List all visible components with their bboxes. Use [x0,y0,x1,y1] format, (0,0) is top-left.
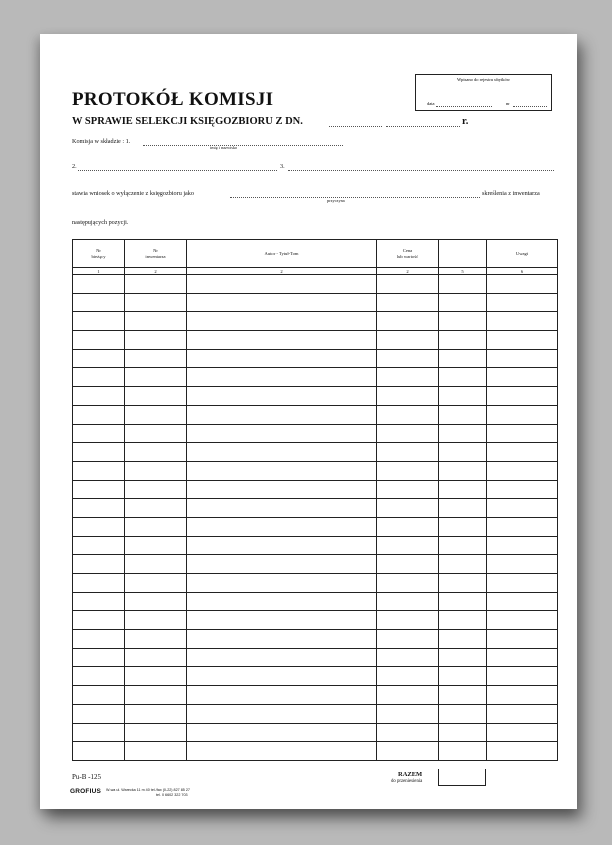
table-cell[interactable] [73,574,125,593]
publisher-phone: tel. 0 6602 322 703 [156,793,188,797]
table-cell[interactable] [73,648,125,667]
table-cell[interactable] [73,275,125,294]
table-cell[interactable] [487,293,558,312]
table-row [73,349,558,368]
table-cell[interactable] [125,499,187,518]
table-cell[interactable] [487,443,558,462]
table-cell[interactable] [439,742,487,761]
table-cell[interactable] [439,443,487,462]
col-number: 1 [73,268,125,275]
table-row [73,293,558,312]
table-row [73,723,558,742]
table-cell[interactable] [377,536,439,555]
table-row [73,704,558,723]
col-number: 2 [187,268,377,275]
publisher-address: W-wa ul. Warecka 11 m 40 tel./fax (0-22) 827 85 27 [106,788,190,792]
table-cell[interactable] [377,704,439,723]
table-row [73,387,558,406]
table-cell[interactable] [377,293,439,312]
register-box-title: Wpisano do rejestru ubytków [456,77,511,82]
table-row [73,461,558,480]
table-cell[interactable] [125,331,187,350]
table-cell[interactable] [187,574,377,593]
table-cell[interactable] [187,499,377,518]
razem-label: RAZEM [398,771,423,778]
table-cell[interactable] [187,275,377,294]
table-cell[interactable] [187,293,377,312]
member-3-field[interactable] [288,170,554,171]
table-cell[interactable] [73,312,125,331]
table-cell[interactable] [125,368,187,387]
table-cell[interactable] [439,704,487,723]
table-cell[interactable] [487,742,558,761]
items-table [72,239,558,761]
table-cell[interactable] [487,480,558,499]
table-cell[interactable] [487,648,558,667]
table-row [73,499,558,518]
table-cell[interactable] [439,293,487,312]
total-field[interactable] [438,769,486,786]
table-cell[interactable] [487,461,558,480]
header-seq-no: Nr bieżący [73,240,125,268]
header-price: Cena lub wartość [377,240,439,268]
table-cell[interactable] [187,555,377,574]
register-date-field[interactable] [436,106,492,107]
table-cell[interactable] [125,443,187,462]
table-cell[interactable] [377,331,439,350]
table-cell[interactable] [187,349,377,368]
table-number-row [73,268,558,275]
table-cell[interactable] [73,480,125,499]
table-cell[interactable] [487,424,558,443]
header-author-title: Autor - Tytuł-Tom [187,240,377,268]
table-cell[interactable] [73,536,125,555]
member-1-field[interactable] [143,145,343,146]
register-box [415,74,552,111]
table-cell[interactable] [439,480,487,499]
table-cell[interactable] [125,536,187,555]
table-cell[interactable] [439,723,487,742]
col-number: 2 [377,268,439,275]
table-cell[interactable] [187,443,377,462]
table-cell[interactable] [377,555,439,574]
table-cell[interactable] [187,536,377,555]
member-2-label: 2. [72,163,77,170]
table-cell[interactable] [125,648,187,667]
table-cell[interactable] [377,630,439,649]
table-cell[interactable] [73,592,125,611]
table-cell[interactable] [439,331,487,350]
table-cell[interactable] [125,480,187,499]
table-cell[interactable] [439,499,487,518]
table-cell[interactable] [187,517,377,536]
header-remarks: Uwagi [487,240,558,268]
table-cell[interactable] [125,312,187,331]
table-cell[interactable] [377,611,439,630]
table-header-row [73,240,558,268]
table-cell[interactable] [73,723,125,742]
table-cell[interactable] [125,686,187,705]
table-row [73,630,558,649]
table-cell[interactable] [439,555,487,574]
form-subtitle: W SPRAWIE SELEKCJI KSIĘGOZBIORU Z DN. [72,116,303,127]
table-cell[interactable] [377,723,439,742]
table-cell[interactable] [125,611,187,630]
table-row [73,405,558,424]
table-cell[interactable] [439,349,487,368]
table-cell[interactable] [439,667,487,686]
table-cell[interactable] [439,574,487,593]
table-cell[interactable] [73,611,125,630]
table-cell[interactable] [439,648,487,667]
form-title: PROTOKÓŁ KOMISJI [72,89,274,110]
table-row [73,480,558,499]
table-cell[interactable] [439,387,487,406]
table-row [73,592,558,611]
table-row [73,368,558,387]
table-cell[interactable] [439,630,487,649]
table-cell[interactable] [187,480,377,499]
table-cell[interactable] [125,405,187,424]
table-cell[interactable] [73,667,125,686]
table-cell[interactable] [73,349,125,368]
header-inventory-no: Nr inwentarza [125,240,187,268]
table-cell[interactable] [187,368,377,387]
table-row [73,331,558,350]
table-cell[interactable] [73,686,125,705]
table-row [73,742,558,761]
table-cell[interactable] [487,517,558,536]
header-blank [439,240,487,268]
table-cell[interactable] [377,517,439,536]
table-cell[interactable] [377,424,439,443]
table-row [73,424,558,443]
table-cell[interactable] [487,275,558,294]
table-cell[interactable] [73,555,125,574]
table-row [73,686,558,705]
table-cell[interactable] [187,686,377,705]
table-cell[interactable] [439,275,487,294]
table-cell[interactable] [73,405,125,424]
register-number-field[interactable] [513,106,547,107]
table-cell[interactable] [377,742,439,761]
table-cell[interactable] [187,312,377,331]
table-cell[interactable] [377,387,439,406]
table-cell[interactable] [377,405,439,424]
table-cell[interactable] [377,667,439,686]
table-cell[interactable] [187,405,377,424]
table-cell[interactable] [439,405,487,424]
table-cell[interactable] [125,723,187,742]
table-cell[interactable] [187,742,377,761]
form-code: Pu-B -125 [72,773,101,781]
table-cell[interactable] [487,499,558,518]
table-cell[interactable] [125,293,187,312]
table-cell[interactable] [377,499,439,518]
table-cell[interactable] [125,461,187,480]
table-cell[interactable] [187,424,377,443]
table-row [73,611,558,630]
table-cell[interactable] [73,387,125,406]
table-cell[interactable] [487,331,558,350]
table-cell[interactable] [187,723,377,742]
register-date-label: data [427,101,435,106]
table-cell[interactable] [125,555,187,574]
table-row [73,536,558,555]
table-cell[interactable] [439,536,487,555]
table-row [73,667,558,686]
publisher-logo: GROFIUS [70,788,102,795]
member-3-label: 3. [280,163,285,170]
table-cell[interactable] [487,686,558,705]
table-cell[interactable] [187,611,377,630]
razem-caption: do przeniesienia [391,779,423,784]
table-row [73,555,558,574]
table-cell[interactable] [125,574,187,593]
date-year-field[interactable] [386,126,460,127]
table-cell[interactable] [73,424,125,443]
col-number: 6 [487,268,558,275]
table-cell[interactable] [73,368,125,387]
register-number-label: nr [506,101,510,106]
table-cell[interactable] [125,387,187,406]
table-cell[interactable] [187,704,377,723]
table-cell[interactable] [125,349,187,368]
table-cell[interactable] [377,443,439,462]
table-cell[interactable] [487,574,558,593]
table-row [73,648,558,667]
table-cell[interactable] [125,704,187,723]
table-cell[interactable] [487,312,558,331]
table-cell[interactable] [377,480,439,499]
table-cell[interactable] [125,667,187,686]
member-2-field[interactable] [78,170,277,171]
table-cell[interactable] [377,574,439,593]
table-cell[interactable] [377,686,439,705]
table-row [73,443,558,462]
motion-suffix: skreślenia z inwentarza [482,190,540,197]
table-cell[interactable] [487,592,558,611]
table-cell[interactable] [377,461,439,480]
table-cell[interactable] [73,293,125,312]
form-page [40,34,577,809]
table-cell[interactable] [487,555,558,574]
table-cell[interactable] [377,349,439,368]
table-cell[interactable] [439,611,487,630]
table-cell[interactable] [125,592,187,611]
date-day-field[interactable] [329,126,382,127]
table-row [73,312,558,331]
table-cell[interactable] [187,667,377,686]
table-cell[interactable] [487,387,558,406]
table-cell[interactable] [439,312,487,331]
table-row [73,517,558,536]
reason-field[interactable] [230,197,480,198]
table-cell[interactable] [487,704,558,723]
table-cell[interactable] [487,536,558,555]
table-cell[interactable] [73,443,125,462]
table-cell[interactable] [125,275,187,294]
table-cell[interactable] [439,461,487,480]
table-cell[interactable] [73,499,125,518]
table-cell[interactable] [487,349,558,368]
col-number: 5 [439,268,487,275]
table-row [73,275,558,294]
table-cell[interactable] [377,592,439,611]
table-cell[interactable] [439,368,487,387]
table-cell[interactable] [73,517,125,536]
motion-text: stawia wniosek o wyłączenie z księgozbioru jako [72,190,194,197]
table-cell[interactable] [487,723,558,742]
table-cell[interactable] [187,592,377,611]
table-cell[interactable] [125,630,187,649]
table-cell[interactable] [73,461,125,480]
table-cell[interactable] [125,517,187,536]
table-row [73,574,558,593]
table-cell[interactable] [487,630,558,649]
table-cell[interactable] [439,517,487,536]
table-cell[interactable] [377,275,439,294]
table-cell[interactable] [487,611,558,630]
table-cell[interactable] [377,648,439,667]
col-number: 2 [125,268,187,275]
table-cell[interactable] [187,630,377,649]
table-cell[interactable] [187,461,377,480]
table-cell[interactable] [487,667,558,686]
table-cell[interactable] [73,742,125,761]
table-cell[interactable] [73,331,125,350]
table-cell[interactable] [439,592,487,611]
table-cell[interactable] [439,686,487,705]
committee-label: Komisja w składzie : 1. [72,138,131,145]
table-cell[interactable] [125,742,187,761]
reason-caption: przyczyna [327,198,345,203]
table-cell[interactable] [187,648,377,667]
table-cell[interactable] [125,424,187,443]
table-cell[interactable] [377,368,439,387]
table-cell[interactable] [73,704,125,723]
table-cell[interactable] [439,424,487,443]
table-cell[interactable] [73,630,125,649]
table-cell[interactable] [487,405,558,424]
name-caption: imię i nazwisko [210,145,238,150]
subtitle-suffix: r. [462,116,469,127]
following-items-text: następujących pozycji. [72,219,129,226]
table-cell[interactable] [377,312,439,331]
table-cell[interactable] [187,331,377,350]
table-cell[interactable] [487,368,558,387]
table-cell[interactable] [187,387,377,406]
